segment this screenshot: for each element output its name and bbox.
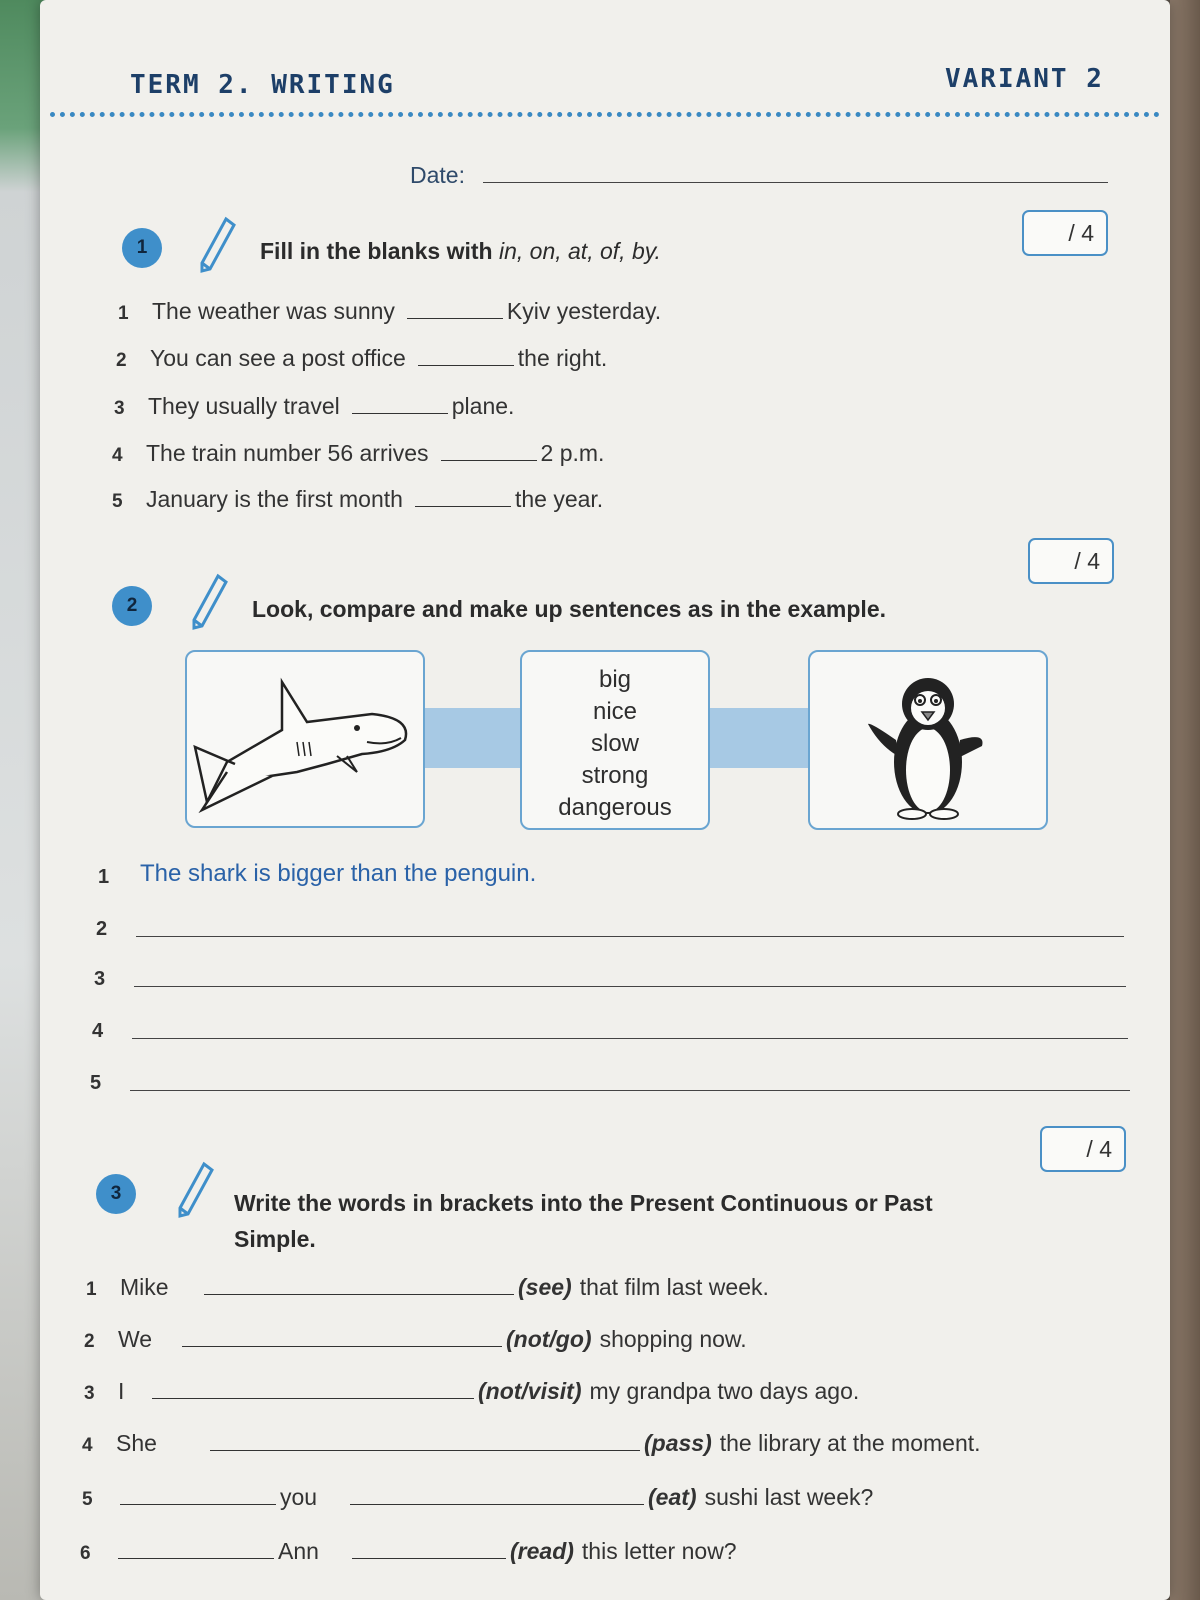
task3-item <box>80 1538 737 1565</box>
task1-title <box>260 238 661 265</box>
answer-line[interactable] <box>130 1090 1130 1091</box>
item-text-after: Kyiv yesterday. <box>506 298 662 324</box>
task1-title-prefix: Fill in the blanks with <box>260 238 499 264</box>
variant-label: VARIANT 2 <box>945 64 1104 94</box>
task2-score-box: / 4 <box>1028 538 1114 584</box>
adjectives-list <box>520 664 710 824</box>
item-verb: (see) <box>518 1274 572 1300</box>
answer-blank[interactable] <box>120 1504 276 1505</box>
task1-item <box>112 486 603 513</box>
item-text-after: 2 p.m. <box>540 440 605 466</box>
item-text-after: plane. <box>451 393 515 419</box>
task2-title: Look, compare and make up sentences as in the example. <box>252 596 887 622</box>
answer-line[interactable] <box>134 986 1126 987</box>
item-rest: this letter now? <box>581 1538 737 1564</box>
line-number: 3 <box>94 968 106 990</box>
shark-illustration <box>187 652 423 826</box>
item-rest: sushi last week? <box>704 1484 874 1510</box>
task3-item <box>84 1378 859 1405</box>
item-verb: (not/go) <box>506 1326 592 1352</box>
answer-blank[interactable] <box>210 1450 640 1451</box>
task3-item <box>86 1274 769 1301</box>
item-text-before: January is the first month <box>146 486 403 512</box>
item-subject: Mike <box>120 1274 169 1300</box>
header-divider <box>50 112 1160 120</box>
answer-blank[interactable] <box>352 1558 506 1559</box>
answer-blank[interactable] <box>407 318 503 319</box>
item-text-before: They usually travel <box>148 393 340 419</box>
date-label: Date: <box>410 162 465 188</box>
example-number: 1 <box>98 866 110 888</box>
answer-blank[interactable] <box>182 1346 502 1347</box>
item-subject: She <box>116 1430 157 1456</box>
example-sentence: The shark is bigger than the penguin. <box>140 860 537 887</box>
background-right-edge <box>1170 0 1200 1600</box>
item-number: 6 <box>80 1543 91 1564</box>
item-rest: that film last week. <box>579 1274 769 1300</box>
adjective-item: dangerous <box>558 794 672 821</box>
task1-item <box>114 393 514 420</box>
item-rest: my grandpa two days ago. <box>589 1378 860 1404</box>
line-number: 2 <box>96 918 108 940</box>
shark-picture-box <box>185 650 425 828</box>
worksheet-title: TERM 2. WRITING <box>130 70 395 100</box>
item-subject: you <box>280 1484 318 1510</box>
pencil-icon <box>176 1160 216 1220</box>
task2-number-badge: 2 <box>112 586 152 626</box>
line-number: 4 <box>92 1020 104 1042</box>
answer-blank[interactable] <box>350 1504 644 1505</box>
item-number: 4 <box>112 445 123 466</box>
item-number: 3 <box>84 1383 95 1404</box>
pencil-icon <box>198 215 238 275</box>
item-text-before: The train number 56 arrives <box>146 440 429 466</box>
answer-line[interactable] <box>132 1038 1128 1039</box>
task3-item <box>82 1484 873 1511</box>
item-text-after: the year. <box>514 486 604 512</box>
task1-item <box>112 440 604 467</box>
task3-number-badge: 3 <box>96 1174 136 1214</box>
item-verb: (pass) <box>644 1430 712 1456</box>
connector-band <box>708 708 808 768</box>
task3-score-box: / 4 <box>1040 1126 1126 1172</box>
task3-item <box>84 1326 747 1353</box>
answer-blank[interactable] <box>352 413 448 414</box>
task3-title-line2: Simple. <box>234 1226 316 1252</box>
item-text-before: The weather was sunny <box>152 298 395 324</box>
date-input-line[interactable] <box>483 182 1108 183</box>
adjective-item: strong <box>581 762 649 789</box>
item-rest: the library at the moment. <box>719 1430 981 1456</box>
item-subject: I <box>118 1378 125 1404</box>
penguin-picture-box <box>808 650 1048 830</box>
item-verb: (not/visit) <box>478 1378 582 1404</box>
item-number: 2 <box>84 1331 95 1352</box>
item-number: 3 <box>114 398 125 419</box>
item-rest: shopping now. <box>599 1326 747 1352</box>
adjective-item: nice <box>592 698 638 725</box>
answer-blank[interactable] <box>152 1398 474 1399</box>
item-text-after: the right. <box>517 345 608 371</box>
answer-line[interactable] <box>136 936 1124 937</box>
item-verb: (read) <box>510 1538 574 1564</box>
task3-title-line1: Write the words in brackets into the Present Continuous or Past <box>234 1190 933 1216</box>
adjective-item: slow <box>590 730 639 757</box>
item-number: 5 <box>112 491 123 512</box>
answer-blank[interactable] <box>204 1294 514 1295</box>
item-number: 5 <box>82 1489 93 1510</box>
task1-title-words: in, on, at, of, by. <box>498 238 661 264</box>
answer-blank[interactable] <box>418 365 514 366</box>
connector-band <box>420 708 520 768</box>
task1-number-badge: 1 <box>122 228 162 268</box>
task1-item <box>118 298 661 325</box>
adjective-item: big <box>598 666 632 693</box>
task1-score-box: / 4 <box>1022 210 1108 256</box>
item-verb: (eat) <box>648 1484 697 1510</box>
answer-blank[interactable] <box>415 506 511 507</box>
item-number: 1 <box>86 1279 97 1300</box>
item-subject: We <box>118 1326 153 1352</box>
task1-item <box>116 345 607 372</box>
line-number: 5 <box>90 1072 102 1094</box>
task3-item <box>82 1430 981 1457</box>
item-subject: Ann <box>278 1538 319 1564</box>
item-number: 4 <box>82 1435 93 1456</box>
answer-blank[interactable] <box>441 460 537 461</box>
item-number: 2 <box>116 350 127 371</box>
answer-blank[interactable] <box>118 1558 274 1559</box>
item-number: 1 <box>118 303 129 324</box>
pencil-icon <box>190 572 230 632</box>
item-text-before: You can see a post office <box>150 345 406 371</box>
penguin-illustration <box>810 652 1046 828</box>
